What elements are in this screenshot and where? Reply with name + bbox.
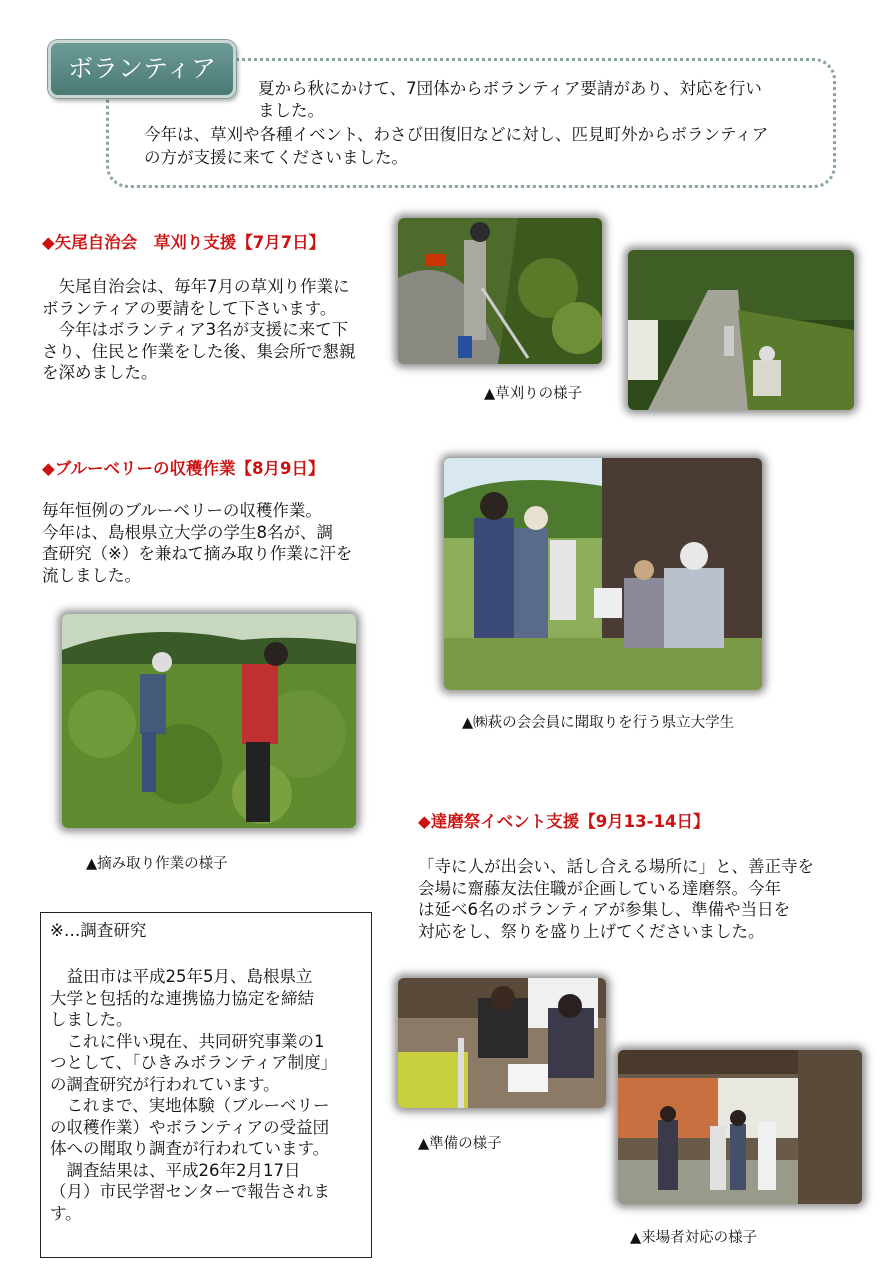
text-line: 調査結果は、平成26年2月17日 [50, 1160, 301, 1180]
text-line: （月）市民学習センターで報告されま [50, 1182, 330, 1201]
intro-line-2: ました。 [258, 101, 324, 120]
intro-line-4: の方が支援に来てくださいました。 [144, 148, 408, 167]
text-line: の調査研究が行われています。 [50, 1074, 280, 1094]
text-line: は延べ6名のボランティアが参集し、準備や当日を [418, 900, 791, 919]
text-line: 対応をし、祭りを盛り上げてくださいました。 [418, 921, 765, 941]
section-badge: ボランティア [48, 40, 236, 98]
text-line: す。 [50, 1203, 82, 1223]
intro-line-3: 今年は、草刈や各種イベント、わさび田復旧などに対し、匹見町外からボランティア [144, 125, 769, 144]
text-line: 益田市は平成25年5月、島根県立 [50, 967, 313, 986]
text-line: 毎年恒例のブルーベリーの収穫作業。 [42, 501, 322, 520]
photo-mowing-1 [398, 218, 602, 364]
caption-mowing: ▲草刈りの様子 [484, 386, 583, 402]
section-text-mowing [42, 276, 392, 384]
text-line: つとして、「ひきみボランティア制度」 [50, 1053, 338, 1072]
section-heading-mowing: ◆矢尾自治会 草刈り支援【7月7日】 [42, 233, 326, 252]
photo-interview [444, 458, 762, 690]
caption-picking: ▲摘み取り作業の様子 [86, 856, 228, 872]
text-line: の収穫作業）やボランティアの受益団 [50, 1117, 330, 1137]
text-line: 矢尾自治会は、毎年7月の草刈り作業に [42, 277, 350, 296]
photo-visitors [618, 1050, 862, 1204]
text-line: しました。 [50, 1010, 133, 1029]
text-line: 流しました。 [42, 565, 141, 585]
section-heading-daruma: ◆達磨祭イベント支援【9月13-14日】 [418, 812, 710, 831]
research-note-text [50, 966, 372, 1224]
caption-visitors: ▲来場者対応の様子 [630, 1230, 758, 1246]
photo-preparation [398, 978, 606, 1108]
text-line: さり、住民と作業をした後、集会所で懇親 [42, 341, 356, 361]
text-line: これまで、実地体験（ブルーベリー [50, 1096, 330, 1115]
text-line: 査研究（※）を兼ねて摘み取り作業に汗を [42, 544, 353, 563]
caption-preparation: ▲準備の様子 [418, 1136, 502, 1152]
text-line: を深めました。 [42, 363, 158, 382]
caption-interview: ▲㈱萩の会会員に聞取りを行う県立大学生 [462, 715, 735, 731]
photo-mowing-2 [628, 250, 854, 410]
research-note-title: ※…調査研究 [50, 921, 147, 940]
section-heading-blueberry: ◆ブルーベリーの収穫作業【8月9日】 [42, 459, 325, 478]
text-line: 今年は、島根県立大学の学生8名が、調 [42, 522, 333, 542]
text-line: 「寺に人が出会い、話し合える場所に」と、善正寺を [418, 857, 814, 876]
text-line: これに伴い現在、共同研究事業の1 [50, 1031, 325, 1051]
text-line: 体への聞取り調査が行われています。 [50, 1139, 330, 1158]
section-text-daruma [418, 856, 858, 942]
text-line: 大学と包括的な連携協力協定を締結 [50, 988, 314, 1008]
text-line: 会場に齋藤友法住職が企画している達磨祭。今年 [418, 878, 781, 898]
intro-line-1: 夏から秋にかけて、7団体からボランティア要請があり、対応を行い [258, 79, 762, 98]
photo-picking [62, 614, 356, 828]
text-line: 今年はボランティア3名が支援に来て下 [42, 320, 349, 339]
text-line: ボランティアの要請をして下さいます。 [42, 298, 337, 318]
section-text-blueberry [42, 500, 392, 586]
